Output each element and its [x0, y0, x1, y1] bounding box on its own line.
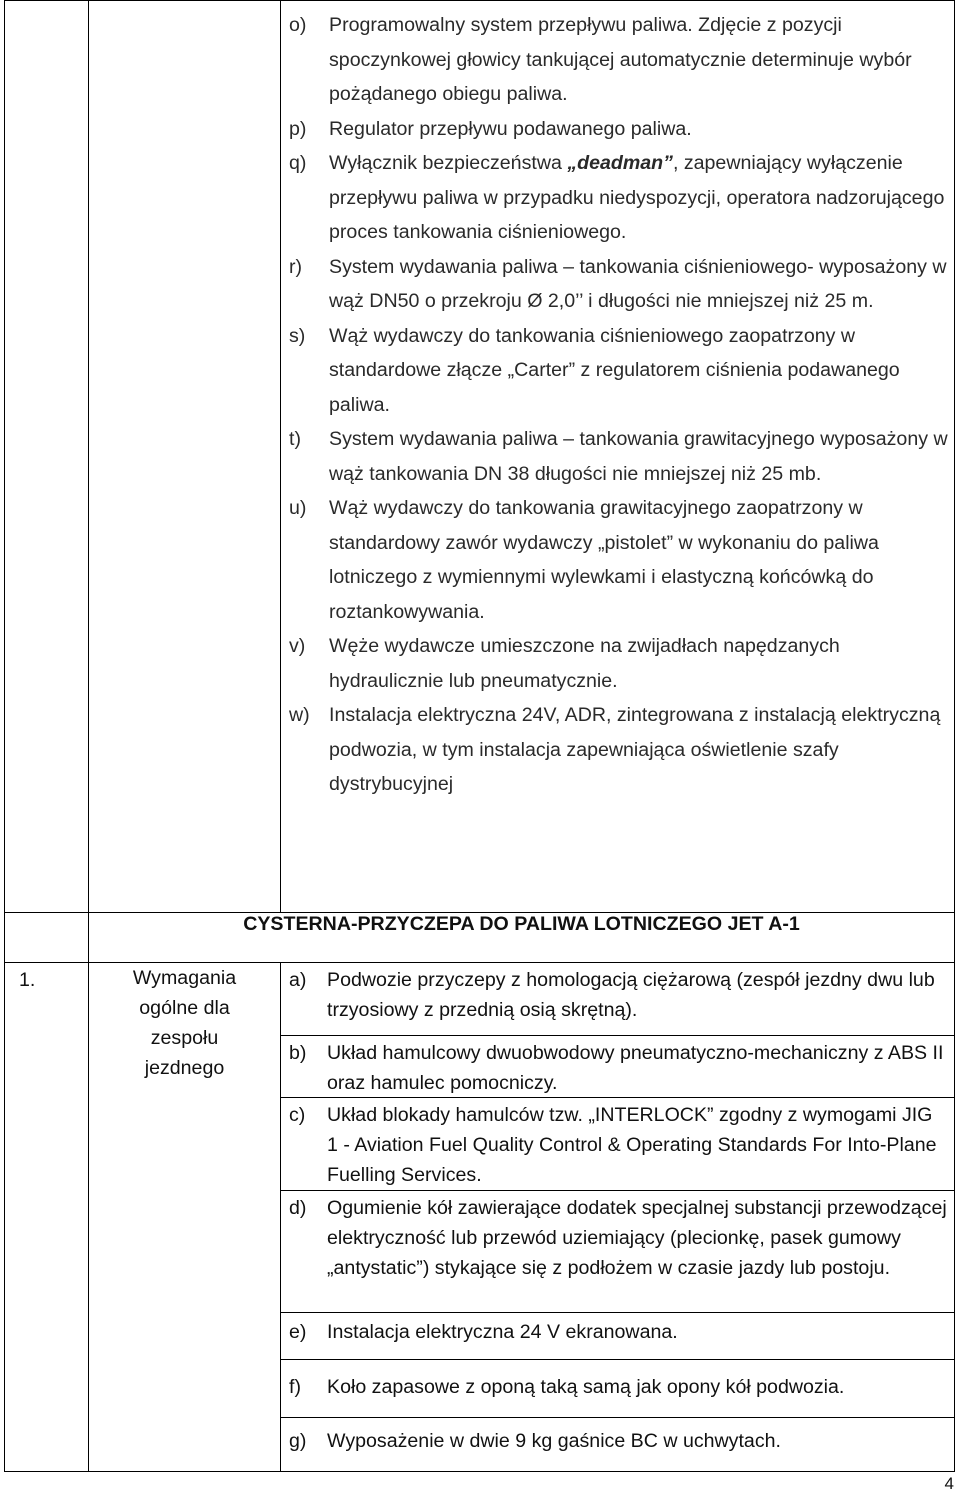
list-item: a) Podwozie przyczepy z homologacją ciężarową (zespół jezdny dwu lub trzyosiowy z przednią osią skrętną). — [289, 969, 935, 1021]
section-heading-row — [5, 913, 955, 963]
list-item: u) Wąż wydawczy do tankowania grawitacyjnego zaopatrzony w standardowy zawór wydawczy „pistolet” w wykonaniu do paliwa lotniczego z wymiennymi wylewkami i elastyczną końcówką do roztankowywania. — [289, 497, 879, 623]
item-b-block — [281, 1036, 954, 1098]
upper-items-cell — [281, 1, 955, 913]
list-item: w) Instalacja elektryczna 24V, ADR, zintegrowana z instalacją elektryczną podwozia, w tym instalacja zapewniająca oświetlenie szafy dystrybucyjnej — [289, 704, 941, 795]
section-number: 1. — [5, 963, 89, 1472]
item-c-block — [281, 1098, 954, 1191]
continuation-row — [5, 1, 955, 913]
specification-table — [4, 0, 955, 1472]
emphasis-deadman: „deadman” — [567, 152, 673, 174]
item-a-block — [281, 963, 954, 1036]
item-d-block — [281, 1191, 954, 1313]
section-title: Wymagania ogólne dla zespołu jezdnego — [89, 963, 281, 1472]
item-f-block — [281, 1360, 954, 1418]
list-item: q) Wyłącznik bezpieczeństwa „deadman”, zapewniający wyłączenie przepływu paliwa w przypadku niedyspozycji, operatora nadzorującego proces tankowania ciśnieniowego. — [289, 152, 945, 243]
list-item: o) Programowalny system przepływu paliwa. Zdjęcie z pozycji spoczynkowej głowicy tankującej automatycznie determinuje wybór pożądanego obiegu paliwa. — [289, 14, 912, 105]
list-item: c) Układ blokady hamulców tzw. „INTERLOCK” zgodny z wymogami JIG 1 - Aviation Fuel Quality Control & Operating Standards For Into-Plane Fuelling Services. — [289, 1104, 937, 1186]
list-item: t) System wydawania paliwa – tankowania grawitacyjnego wyposażony w wąż tankowania DN 38 długości nie mniejszej niż 25 mb. — [289, 428, 948, 485]
list-item: e) Instalacja elektryczna 24 V ekranowana. — [289, 1321, 678, 1343]
item-e-block — [281, 1313, 954, 1360]
list-item: v) Węże wydawcze umieszczone na zwijadłach napędzanych hydraulicznie lub pneumatycznie. — [289, 635, 840, 692]
list-item: p) Regulator przepływu podawanego paliwa. — [289, 117, 692, 140]
list-item: f) Koło zapasowe z oponą taką samą jak opony kół podwozia. — [289, 1376, 845, 1398]
empty-number-cell — [5, 1, 89, 913]
empty-cell — [5, 913, 89, 963]
list-item: g) Wyposażenie w dwie 9 kg gaśnice BC w uchwytach. — [289, 1430, 781, 1452]
item-g-block — [281, 1418, 954, 1471]
list-item: b) Układ hamulcowy dwuobwodowy pneumatyczno-mechaniczny z ABS II oraz hamulec pomocniczy. — [289, 1042, 944, 1094]
section-heading: CYSTERNA-PRZYCZEPA DO PALIWA LOTNICZEGO JET A-1 — [89, 913, 955, 963]
page-number: 4 — [944, 1474, 954, 1493]
list-item: r) System wydawania paliwa – tankowania ciśnieniowego- wyposażony w wąż DN50 o przekroju Ø 2,0’’ i długości nie mniejszej niż 25 m. — [289, 255, 947, 312]
empty-title-cell — [89, 1, 281, 913]
list-item: s) Wąż wydawczy do tankowania ciśnieniowego zaopatrzony w standardowe złącze „Carter” z regulatorem ciśnienia podawanego paliwa. — [289, 324, 900, 416]
requirements-row — [5, 963, 955, 1472]
lower-items-cell — [281, 963, 955, 1472]
upper-item-list — [281, 1, 954, 812]
list-item: d) Ogumienie kół zawierające dodatek specjalnej substancji przewodzącej elektryczność lub przewód uziemiający (plecionkę, pasek gumowy „antystatic”) stykające się z podłożem w czasie jazdy lub postoju. — [289, 1197, 947, 1279]
